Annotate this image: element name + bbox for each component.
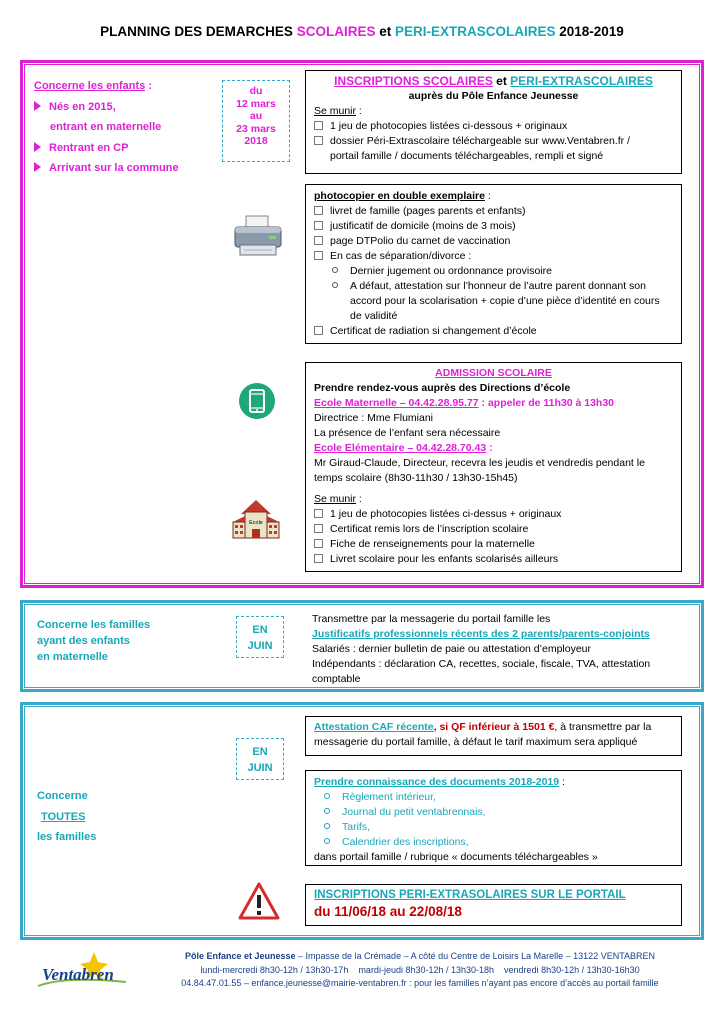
- sub-item-text: Dernier jugement ou ordonnance provisoire: [350, 265, 552, 277]
- checkbox-icon: [314, 136, 323, 145]
- school-icon: [231, 500, 281, 540]
- ventabren-logo: [34, 946, 134, 994]
- checklist-text: En cas de séparation/divorce :: [330, 250, 472, 262]
- maternelle-hours: : appeler de 11h30 à 13h30: [478, 397, 615, 409]
- inscriptions-scolaires: INSCRIPTIONS SCOLAIRES: [334, 74, 493, 88]
- colon: :: [145, 80, 152, 92]
- footer-org: Pôle Enfance et Jeunesse: [184, 951, 296, 961]
- checklist-text: Livret scolaire pour les enfants scolarisés ailleurs: [330, 553, 559, 565]
- checklist-item: [314, 249, 673, 264]
- arrow-icon: [34, 162, 41, 172]
- caf-text: , à transmettre par la: [554, 721, 652, 733]
- inscriptions-title: [314, 74, 673, 89]
- checklist-text: 1 jeu de photocopies listées ci-dessus + originaux: [330, 508, 562, 520]
- checkbox-icon: [314, 554, 323, 563]
- title-year: 2018-2019: [555, 24, 624, 39]
- bullet-circle-icon: [324, 838, 330, 844]
- date-line: JUIN: [247, 762, 273, 774]
- checklist-item: [314, 324, 673, 339]
- documents-heading: Prendre connaissance des documents 2018-2019: [314, 776, 560, 788]
- bullet-circle-icon: [332, 282, 338, 288]
- title-et: et: [375, 24, 395, 39]
- audience-item-cont: entrant en maternelle: [50, 121, 162, 133]
- admission-rdv: Prendre rendez-vous auprès des Directions d’école: [314, 382, 571, 394]
- sub-item: [314, 264, 673, 279]
- admission-title: ADMISSION SCOLAIRE: [435, 367, 552, 379]
- date-line: JUIN: [247, 640, 273, 652]
- printer-icon: [232, 214, 284, 258]
- directeur-line-cont: temps scolaire (8h30-11h30 / 13h30-15h45): [314, 472, 518, 484]
- caf-box: [305, 716, 682, 756]
- inscriptions-subtitle: auprès du Pôle Enfance Jeunesse: [408, 90, 579, 102]
- bullet-circle-icon: [324, 823, 330, 829]
- justificatifs-line: Justificatifs professionnels récents des 2 parents/parents-conjoints: [312, 628, 650, 640]
- checkbox-icon: [314, 121, 323, 130]
- checklist-item: [314, 234, 673, 249]
- bullet-circle-icon: [324, 793, 330, 799]
- checkbox-icon: [314, 509, 323, 518]
- date-line: au: [249, 110, 263, 122]
- checklist-text: Certificat de radiation si changement d’école: [330, 325, 537, 337]
- date-line: 23 mars: [236, 122, 276, 135]
- warning-icon: [238, 882, 280, 920]
- arrow-icon: [34, 101, 41, 111]
- checkbox-icon: [314, 326, 323, 335]
- audience-item: [34, 138, 179, 159]
- maternelle-phone: Ecole Maternelle – 04.42.28.95.77: [314, 397, 479, 409]
- inscriptions-peri: PERI-EXTRASCOLAIRES: [510, 74, 653, 88]
- doc-item-text: Tarifs,: [342, 821, 371, 833]
- audience-line: les familles: [37, 831, 97, 843]
- colon: :: [484, 190, 491, 202]
- checkbox-icon: [314, 206, 323, 215]
- sub-item-cont: accord pour la scolarisation + copie d’une pièce d’identité en cours: [350, 295, 660, 307]
- doc-item: [314, 805, 673, 820]
- salaries-line: Salariés : dernier bulletin de paie ou attestation d’employeur: [312, 643, 592, 655]
- checklist-text: dossier Péri-Extrascolaire téléchargeable sur www.Ventabren.fr /: [330, 135, 630, 147]
- title-scolaires: SCOLAIRES: [296, 24, 376, 39]
- checklist-item: [314, 552, 673, 567]
- sub-item-text: A défaut, attestation sur l’honneur de l’autre parent donnant son: [350, 280, 646, 292]
- inscriptions-box: [305, 70, 682, 174]
- audience-item: [34, 97, 179, 118]
- caf-qf: , si QF inférieur à 1501 €: [433, 721, 555, 733]
- elementaire-line: [314, 441, 673, 456]
- audience-item-text: Nés en 2015,: [49, 100, 116, 113]
- colon: :: [356, 493, 362, 505]
- doc-item-text: Règlement intérieur,: [342, 791, 436, 803]
- date-period-box: [222, 80, 290, 162]
- section1-audience: [34, 76, 179, 179]
- audience-item: [34, 158, 179, 179]
- checklist-text: page DTPolio du carnet de vaccination: [330, 235, 511, 247]
- page-title: [0, 24, 724, 39]
- checklist-item: [314, 219, 673, 234]
- bullet-circle-icon: [332, 267, 338, 273]
- hours-ven: vendredi 8h30-12h / 13h30-16h30: [504, 964, 640, 975]
- checklist-text: livret de famille (pages parents et enfants): [330, 205, 526, 217]
- checklist-item: [314, 522, 673, 537]
- checkbox-icon: [314, 251, 323, 260]
- audience-item-text: Arrivant sur la commune: [49, 162, 179, 174]
- colon: :: [559, 776, 565, 788]
- maternelle-line: [314, 396, 673, 411]
- checklist-text: Certificat remis lors de l’inscription scolaire: [330, 523, 529, 535]
- directeur-line: Mr Giraud-Claude, Directeur, recevra les jeudis et vendredis pendant le: [314, 457, 645, 469]
- audience-line: ayant des enfants: [37, 635, 130, 647]
- caf-attestation: Attestation CAF récente: [314, 721, 434, 733]
- portail-dates: du 11/06/18 au 22/08/18: [314, 904, 462, 919]
- audience-toutes: TOUTES: [41, 810, 86, 823]
- checklist-text: justificatif de domicile (moins de 3 mois): [330, 220, 516, 232]
- concerne-enfants: Concerne les enfants: [34, 80, 146, 92]
- checkbox-icon: [314, 539, 323, 548]
- date-line: 12 mars: [236, 97, 276, 110]
- date-juin-box: [236, 616, 284, 658]
- doc-item-text: Journal du petit ventabrennais,: [342, 806, 486, 818]
- checklist-item: [314, 134, 673, 149]
- audience-item-text: Rentrant en CP: [49, 141, 129, 154]
- title-et: et: [492, 74, 511, 88]
- checkbox-icon: [314, 236, 323, 245]
- doc-item-text: Calendrier des inscriptions,: [342, 836, 469, 848]
- checklist-text: Fiche de renseignements pour la maternelle: [330, 538, 535, 550]
- independants-line: Indépendants : déclaration CA, recettes, sociale, fiscale, TVA, attestation: [312, 658, 651, 670]
- footer-address: – Impasse de la Crémade – A côté du Centre de Loisirs La Marelle – 13122 VENTABREN: [295, 951, 656, 961]
- section3-audience: [37, 786, 96, 848]
- elementaire-phone: Ecole Elémentaire – 04.42.28.70.43: [314, 442, 487, 454]
- transmit-line: Transmettre par la messagerie du portail famille les: [312, 613, 551, 625]
- smartphone-icon: [238, 382, 276, 420]
- sub-item: [314, 279, 673, 294]
- footer-hours: [140, 964, 700, 978]
- date-line: du: [249, 85, 263, 97]
- hours-mar-jeu: mardi-jeudi 8h30-12h / 13h30-18h: [358, 964, 495, 975]
- checklist-text: 1 jeu de photocopies listées ci-dessous + originaux: [330, 120, 568, 132]
- footer-contact-note: : pour les familles n’ayant pas encore d’accès au portail famille: [406, 978, 659, 988]
- date-line: EN: [252, 746, 268, 758]
- arrow-icon: [34, 142, 41, 152]
- directrice-line: Directrice : Mme Flumiani: [314, 412, 434, 424]
- date-juin-box: [236, 738, 284, 780]
- photocopies-heading: photocopier en double exemplaire: [314, 190, 485, 202]
- section2-audience: [37, 617, 150, 665]
- section2-content: [312, 612, 692, 687]
- sub-item-cont: de validité: [350, 310, 398, 322]
- audience-line: Concerne les familles: [37, 619, 151, 631]
- doc-item: [314, 835, 673, 850]
- portail-box: [305, 884, 682, 926]
- school-label: Ecole: [249, 520, 263, 526]
- checklist-text-cont: portail famille / documents téléchargeables, rempli et signé: [330, 150, 604, 162]
- photocopies-box: [305, 184, 682, 344]
- documents-location: dans portail famille / rubrique « documents téléchargeables »: [314, 851, 598, 863]
- doc-item: [314, 820, 673, 835]
- checklist-item: [314, 507, 673, 522]
- checklist-item: [314, 537, 673, 552]
- logo-text: Ventabren: [42, 965, 114, 984]
- independants-line-cont: comptable: [312, 673, 361, 685]
- colon: :: [356, 105, 362, 117]
- portail-title: INSCRIPTIONS PERI-EXTRASOLAIRES SUR LE PORTAIL: [314, 889, 626, 901]
- title-text: PLANNING DES DEMARCHES: [100, 24, 297, 39]
- date-line: 2018: [244, 135, 268, 147]
- documents-box: [305, 770, 682, 866]
- footer-contact[interactable]: 04.84.47.01.55 – enfance.jeunesse@mairie-ventabren.fr: [181, 978, 407, 988]
- caf-text-cont: messagerie du portail famille, à défaut le tarif maximum sera appliqué: [314, 736, 638, 748]
- title-peri: PERI-EXTRASCOLAIRES: [394, 24, 556, 39]
- doc-item: [314, 790, 673, 805]
- date-line: EN: [252, 624, 268, 636]
- checkbox-icon: [314, 221, 323, 230]
- admission-box: [305, 362, 682, 572]
- checklist-item: [314, 204, 673, 219]
- bullet-circle-icon: [324, 808, 330, 814]
- se-munir-label: Se munir: [314, 493, 357, 505]
- se-munir-label: Se munir: [314, 105, 357, 117]
- checkbox-icon: [314, 524, 323, 533]
- checklist-item: [314, 119, 673, 134]
- presence-line: La présence de l’enfant sera nécessaire: [314, 427, 501, 439]
- footer: [140, 950, 700, 991]
- audience-line: Concerne: [37, 790, 88, 802]
- audience-line: en maternelle: [37, 651, 108, 663]
- colon: :: [486, 442, 493, 454]
- hours-lun-mer: lundi-mercredi 8h30-12h / 13h30-17h: [200, 964, 349, 975]
